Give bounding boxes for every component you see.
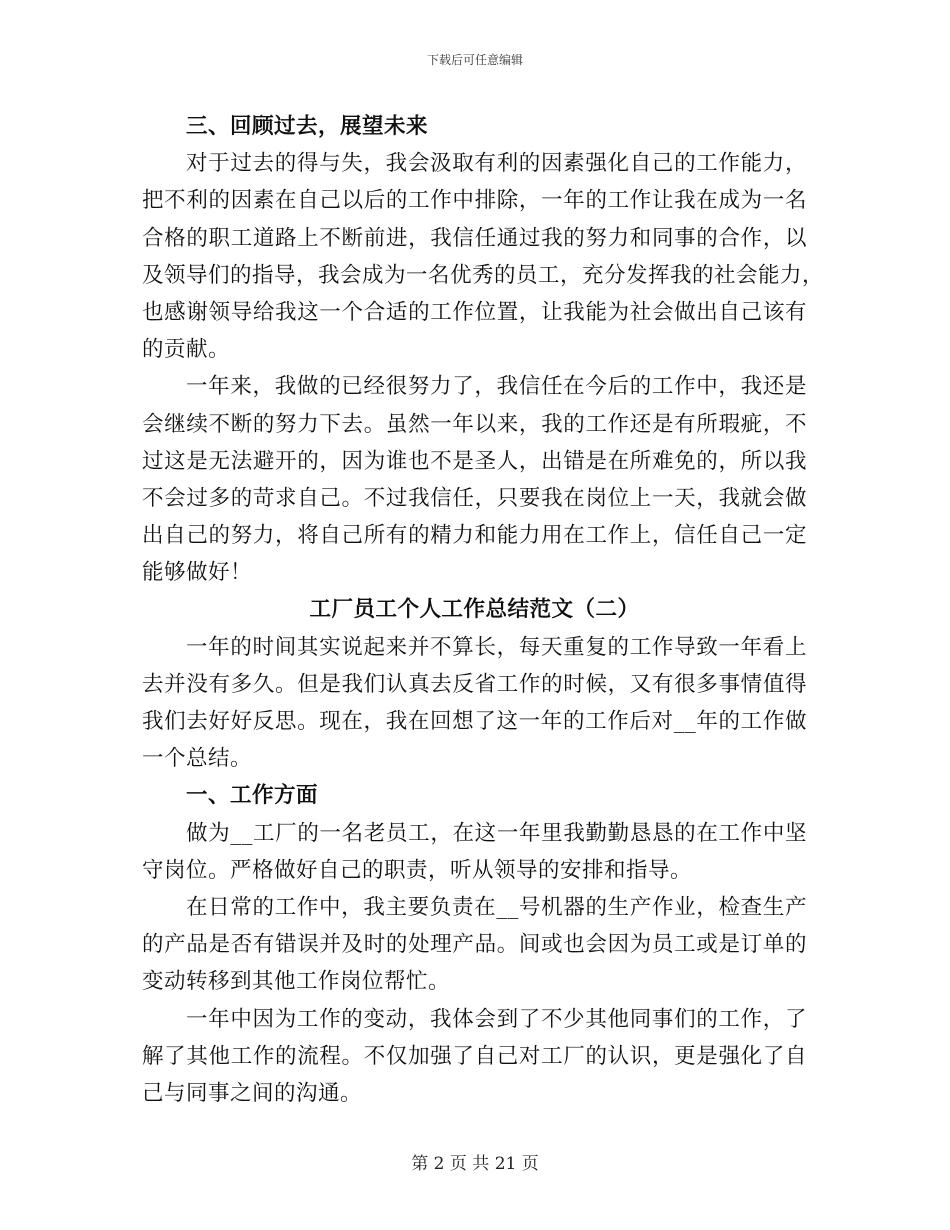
body-text-line: 能够做好！ (142, 560, 253, 586)
body-text-line: 合格的职工道路上不断前进，我信任通过我的努力和同事的合作，以 (142, 225, 807, 251)
body-text-line: 我们去好好反思。现在，我在回想了这一年的工作后对__年的工作做 (142, 709, 807, 734)
body-text-line: 一年来，我做的已经很努力了，我信任在今后的工作中，我还是 (186, 374, 807, 400)
body-text-line: 及领导们的指导，我会成为一名优秀的员工，充分发挥我的社会能力， (142, 262, 825, 288)
body-text-line: 一年中因为工作的变动，我体会到了不少其他同事们的工作，了 (186, 1006, 807, 1032)
body-text-line: 也感谢领导给我这一个合适的工作位置，让我能为社会做出自己该有 (142, 299, 807, 325)
body-text-line: 去并没有多久。但是我们认真去反省工作的时候，又有很多事情值得 (142, 671, 807, 697)
body-text-line: 不会过多的苛求自己。不过我信任，只要我在岗位上一天，我就会做 (142, 485, 807, 511)
body-text-line: 变动转移到其他工作岗位帮忙。 (142, 969, 451, 995)
document-body (142, 108, 825, 1112)
body-text-line: 解了其他工作的流程。不仅加强了自己对工厂的认识，更是强化了自 (142, 1043, 807, 1069)
body-text-line: 一年的时间其实说起来并不算长，每天重复的工作导致一年看上 (186, 634, 807, 660)
section-heading: 一、工作方面 (186, 783, 319, 809)
section-heading: 三、回顾过去，展望未来 (186, 114, 429, 139)
article-title: 工厂员工个人工作总结范文（二） (309, 597, 640, 623)
body-text-line: 会继续不断的努力下去。虽然一年以来，我的工作还是有所瑕疵，不 (142, 411, 807, 437)
body-text-line: 己与同事之间的沟通。 (142, 1080, 363, 1106)
body-text-line: 对于过去的得与失，我会汲取有利的因素强化自己的工作能力， (186, 151, 807, 177)
body-text-line: 把不利的因素在自己以后的工作中排除，一年的工作让我在成为一名 (142, 188, 807, 214)
body-text-line: 的产品是否有错误并及时的处理产品。间或也会因为员工或是订单的 (142, 932, 807, 958)
body-text-line: 出自己的努力，将自己所有的精力和能力用在工作上，信任自己一定 (142, 523, 807, 549)
body-text-line: 在日常的工作中，我主要负责在__号机器的生产作业，检查生产 (186, 894, 807, 920)
body-text-line: 过这是无法避开的，因为谁也不是圣人，出错是在所难免的，所以我 (142, 448, 807, 474)
body-text-line: 守岗位。严格做好自己的职责，听从领导的安排和指导。 (142, 857, 693, 883)
page-header: 下载后可任意编辑 (426, 53, 523, 67)
page-footer: 第 2 页 共 21 页 (411, 1154, 539, 1174)
body-text-line: 做为__工厂的一名老员工，在这一年里我勤勤恳恳的在工作中坚 (186, 820, 807, 846)
body-text-line: 一个总结。 (142, 746, 253, 772)
body-text-line: 的贡献。 (142, 337, 231, 363)
